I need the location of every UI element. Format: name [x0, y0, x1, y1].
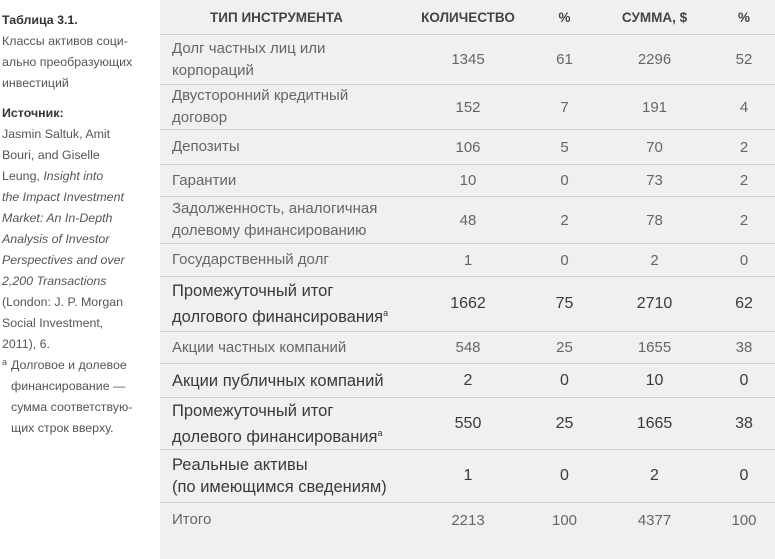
cell-sum-percent: 100 — [731, 511, 757, 529]
instrument-name-line: Депозиты — [172, 138, 240, 155]
table-row — [160, 450, 775, 503]
table-row — [160, 364, 775, 398]
source-title-line: Perspectives and over — [2, 253, 125, 267]
cell-sum-percent: 0 — [713, 450, 775, 503]
cell-instrument-type — [160, 332, 403, 364]
cell-count: 2213 — [451, 511, 485, 529]
caption-line: Классы активов соци- — [2, 34, 128, 48]
cell-count: 48 — [403, 197, 533, 244]
cell-count-percent: 25 — [533, 332, 596, 364]
source-title-line: the Impact Investment — [2, 190, 124, 204]
footnote-marker: a — [2, 357, 8, 367]
cell-count: 1 — [403, 450, 533, 503]
cell-instrument-type — [160, 244, 403, 277]
cell-count: 2 — [403, 364, 533, 398]
instrument-name-line: долевому финансированию — [172, 222, 367, 239]
cell-count: 106 — [403, 130, 533, 165]
cell-count-percent: 0 — [533, 165, 596, 197]
cell-count: 1662 — [403, 277, 533, 332]
instrument-name-line: Реальные активы — [172, 456, 308, 474]
instrument-name-line: Государственный долг — [172, 251, 329, 268]
cell-sum: 4377 — [637, 511, 672, 529]
instrument-name-line: Промежуточный итог — [172, 282, 334, 300]
cell-count: 10 — [403, 165, 533, 197]
caption-line: инвестиций — [2, 76, 69, 90]
cell-sum-percent: 2 — [713, 130, 775, 165]
table-row — [160, 130, 775, 165]
cell-sum: 78 — [596, 197, 713, 244]
cell-sum: 191 — [596, 85, 713, 130]
source-author: Leung, — [2, 169, 44, 183]
source-line: (London: J. P. Morgan — [2, 295, 124, 309]
cell-count: 550 — [403, 398, 533, 450]
instrument-name-line: долевого финансирования$^a$ — [172, 427, 383, 446]
cell-sum-percent: 4 — [713, 85, 775, 130]
table-row — [160, 35, 775, 85]
cell-sum-percent: 0 — [713, 364, 775, 398]
cell-count-percent: 75 — [533, 277, 596, 332]
header-instrument-type: ТИП ИНСТРУМЕНТА — [160, 0, 403, 35]
source-label: Источник: — [2, 106, 64, 120]
cell-sum: 2 — [596, 244, 713, 277]
instrument-name-line: Двусторонний кредитный — [172, 87, 349, 104]
cell-count: 548 — [403, 332, 533, 364]
table-number: Таблица 3.1. — [2, 13, 78, 27]
source-line — [2, 166, 142, 187]
cell-count-percent: 25 — [533, 398, 596, 450]
data-table — [160, 0, 775, 538]
cell-instrument-type — [160, 398, 403, 450]
cell-count-percent: 7 — [533, 85, 596, 130]
cell-count-percent: 5 — [533, 130, 596, 165]
footnote-line: щих строк вверху. — [11, 421, 114, 435]
source-title-line: Analysis of Investor — [2, 232, 110, 246]
cell-sum: 1665 — [596, 398, 713, 450]
cell-count-percent: 61 — [533, 35, 596, 85]
instrument-name-line: договор — [172, 109, 228, 126]
cell-instrument-type — [160, 503, 403, 538]
table-body — [160, 35, 775, 538]
cell-count: 152 — [403, 85, 533, 130]
cell-sum-percent: 38 — [713, 398, 775, 450]
cell-sum-percent: 0 — [713, 244, 775, 277]
asset-classes-table — [160, 0, 775, 559]
header-row — [160, 0, 775, 35]
table-row — [160, 165, 775, 197]
cell-sum-percent: 62 — [713, 277, 775, 332]
table-row — [160, 503, 775, 538]
footnote — [2, 355, 142, 439]
caption-line: ально преобразующих — [2, 55, 133, 69]
footnote-line: финансирование — — [11, 379, 126, 393]
cell-sum-percent: 38 — [713, 332, 775, 364]
table-row — [160, 398, 775, 450]
source-title-line: 2,200 Transactions — [2, 274, 107, 288]
instrument-name-line: долгового финансирования$^a$ — [172, 308, 389, 326]
cell-count: 1 — [403, 244, 533, 277]
table-row — [160, 197, 775, 244]
instrument-name-line: Промежуточный итог — [172, 401, 334, 420]
table-row — [160, 277, 775, 332]
cell-instrument-type — [160, 197, 403, 244]
cell-instrument-type — [160, 364, 403, 398]
table-caption — [2, 31, 142, 94]
cell-sum-percent: 52 — [713, 35, 775, 85]
source-line: Jasmin Saltuk, Amit — [2, 127, 111, 141]
cell-sum: 2710 — [596, 277, 713, 332]
instrument-name-line: (по имеющимся сведениям) — [172, 478, 387, 496]
table-caption-sidebar — [2, 10, 142, 439]
header-sum: СУММА, $ — [596, 0, 713, 35]
header-count: КОЛИЧЕСТВО — [403, 0, 533, 35]
table-row — [160, 85, 775, 130]
header-count-percent: % — [533, 0, 596, 35]
cell-sum-percent: 2 — [713, 197, 775, 244]
cell-count: 1345 — [403, 35, 533, 85]
cell-instrument-type — [160, 85, 403, 130]
source-citation — [2, 124, 142, 355]
instrument-name-line: Долг частных лиц или — [172, 39, 326, 57]
cell-count-percent: 100 — [551, 511, 578, 529]
table-row — [160, 332, 775, 364]
cell-sum: 70 — [596, 130, 713, 165]
cell-sum: 73 — [596, 165, 713, 197]
cell-sum-percent: 2 — [713, 165, 775, 197]
table-row — [160, 244, 775, 277]
cell-instrument-type — [160, 130, 403, 165]
footnote-line: сумма соответствую- — [11, 400, 133, 414]
cell-sum: 2 — [596, 450, 713, 503]
footnote-ref: a — [377, 427, 383, 438]
cell-count-percent: 0 — [533, 364, 596, 398]
instrument-name-line: Гарантии — [172, 171, 237, 189]
cell-instrument-type — [160, 165, 403, 197]
source-line: Bouri, and Giselle — [2, 148, 100, 162]
instrument-name-line: Итого — [172, 511, 212, 529]
instrument-name-line: Акции публичных компаний — [172, 371, 384, 390]
cell-count-percent: 0 — [533, 450, 596, 503]
footnote-ref: a — [383, 308, 389, 318]
cell-instrument-type — [160, 450, 403, 503]
instrument-name-line: Задолженность, аналогичная — [172, 200, 378, 217]
source-line: Social Investment, — [2, 316, 104, 330]
cell-count-percent: 0 — [533, 244, 596, 277]
footnote-line: Долговое и долевое — [11, 358, 127, 372]
cell-instrument-type — [160, 277, 403, 332]
cell-sum: 1655 — [596, 332, 713, 364]
instrument-name-line: корпораций — [172, 61, 254, 79]
source-title-line: Market: An In-Depth — [2, 211, 113, 225]
cell-count-percent: 2 — [533, 197, 596, 244]
source-line: 2011), 6. — [2, 337, 50, 351]
source-title-start: Insight into — [43, 169, 104, 183]
cell-instrument-type — [160, 35, 403, 85]
instrument-name-line: Акции частных компаний — [172, 338, 347, 356]
cell-sum: 10 — [596, 364, 713, 398]
header-sum-percent: % — [713, 0, 775, 35]
cell-sum: 2296 — [596, 35, 713, 85]
